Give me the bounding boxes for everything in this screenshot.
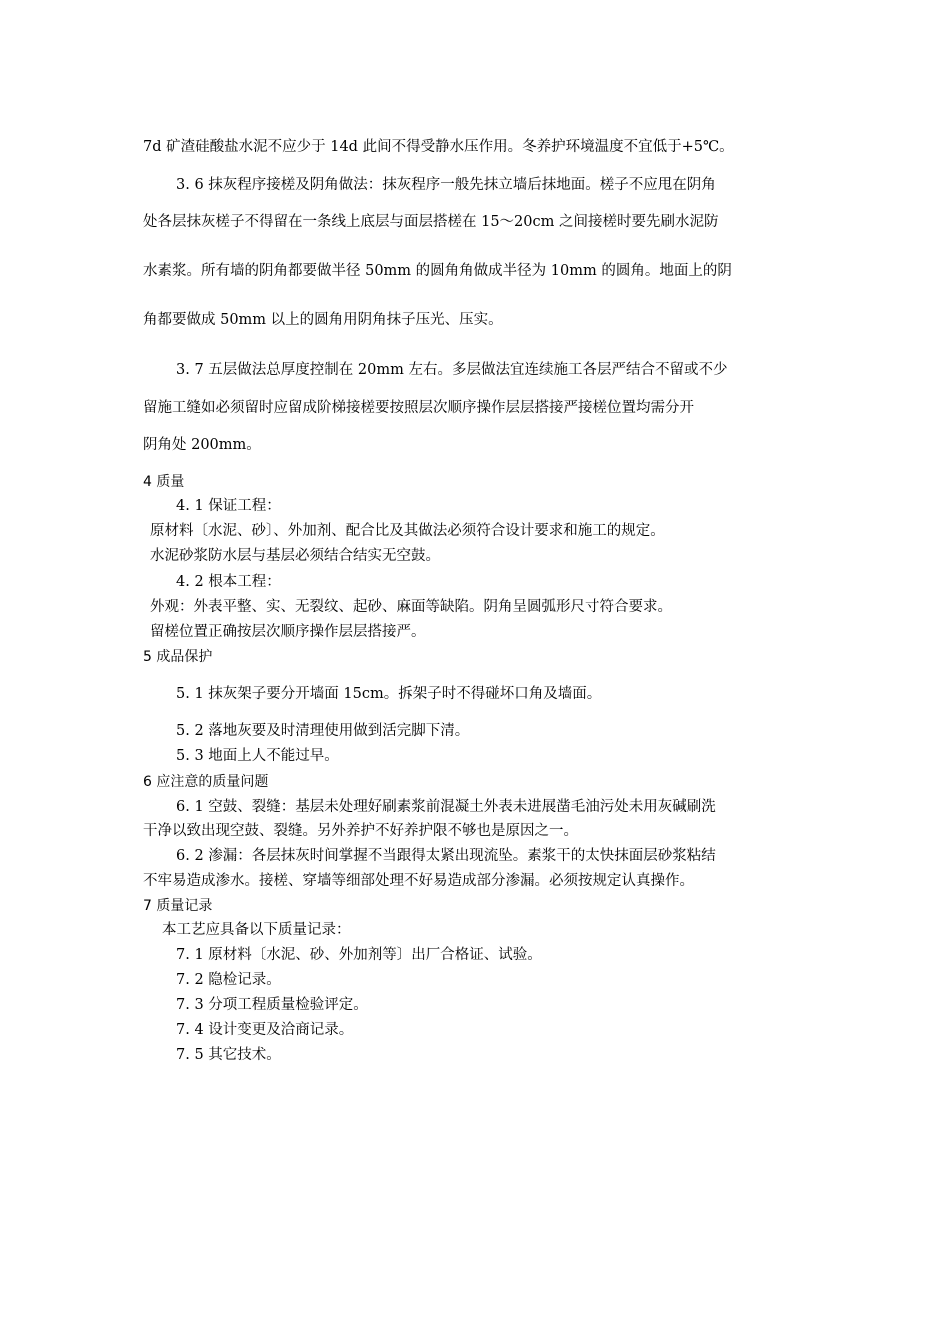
text-line: 水泥砂浆防水层与基层必须结合结实无空鼓。 (150, 548, 440, 564)
text-line: 6. 2 渗漏：各层抹灰时间掌握不当跟得太紧出现流坠。素浆干的太快抹面层砂浆粘结 (176, 848, 716, 864)
text-line: 角都要做成 50mm 以上的圆角用阴角抹子压光、压实。 (143, 312, 503, 328)
text-line: 3. 6 抹灰程序接槎及阴角做法：抹灰程序一般先抹立墙后抹地面。槎子不应甩在阴角 (176, 177, 716, 193)
list-item: 7. 1 原材料〔水泥、砂、外加剂等〕出厂合格证、试验。 (176, 947, 542, 963)
text-line: 处各层抹灰槎子不得留在一条线上底层与面层搭槎在 15～20cm 之间接槎时要先刷水泥防 (143, 214, 719, 230)
section-heading: 5 成品保护 (143, 649, 213, 665)
list-item: 7. 3 分项工程质量检验评定。 (176, 997, 368, 1013)
text-line: 干净以致出现空鼓、裂缝。另外养护不好养护限不够也是原因之一。 (143, 823, 578, 839)
text-line: 外观：外表平整、实、无裂纹、起砂、麻面等缺陷。阴角呈圆弧形尺寸符合要求。 (150, 599, 672, 615)
text-line: 原材料〔水泥、砂〕、外加剂、配合比及其做法必须符合设计要求和施工的规定。 (150, 523, 665, 539)
text-line: 5. 1 抹灰架子要分开墙面 15cm。拆架子时不得碰坏口角及墙面。 (176, 686, 602, 702)
text-line: 留槎位置正确按层次顺序操作层层搭接严。 (150, 624, 426, 640)
section-heading: 6 应注意的质量问题 (143, 774, 269, 790)
subsection-heading: 4. 2 根本工程： (176, 574, 281, 590)
text-line: 本工艺应具备以下质量记录： (162, 922, 351, 938)
text-line: 水素浆。所有墙的阴角都要做半径 50mm 的圆角角做成半径为 10mm 的圆角。地面上的阴 (143, 263, 732, 279)
text-line: 7d 矿渣硅酸盐水泥不应少于 14d 此间不得受静水压作用。冬养护环境温度不宜低于+5℃。 (143, 139, 734, 155)
section-heading: 4 质量 (143, 474, 185, 490)
subsection-heading: 4. 1 保证工程： (176, 498, 281, 514)
list-item: 7. 4 设计变更及洽商记录。 (176, 1022, 354, 1038)
text-line: 6. 1 空鼓、裂缝：基层未处理好刷素浆前混凝土外表未进展凿毛油污处未用灰碱刷洗 (176, 799, 716, 815)
section-heading: 7 质量记录 (143, 898, 213, 914)
list-item: 7. 2 隐检记录。 (176, 972, 281, 988)
text-line: 留施工缝如必须留时应留成阶梯接槎要按照层次顺序操作层层搭接严接槎位置均需分开 (143, 400, 694, 416)
text-line: 5. 2 落地灰要及时清理使用做到活完脚下清。 (176, 723, 470, 739)
list-item: 7. 5 其它技术。 (176, 1047, 281, 1063)
text-line: 5. 3 地面上人不能过早。 (176, 748, 339, 764)
text-line: 3. 7 五层做法总厚度控制在 20mm 左右。多层做法宜连续施工各层严结合不留或不少 (176, 362, 728, 378)
text-line: 阴角处 200mm。 (143, 437, 261, 453)
text-line: 不牢易造成渗水。接槎、穿墙等细部处理不好易造成部分渗漏。必须按规定认真操作。 (143, 873, 694, 889)
